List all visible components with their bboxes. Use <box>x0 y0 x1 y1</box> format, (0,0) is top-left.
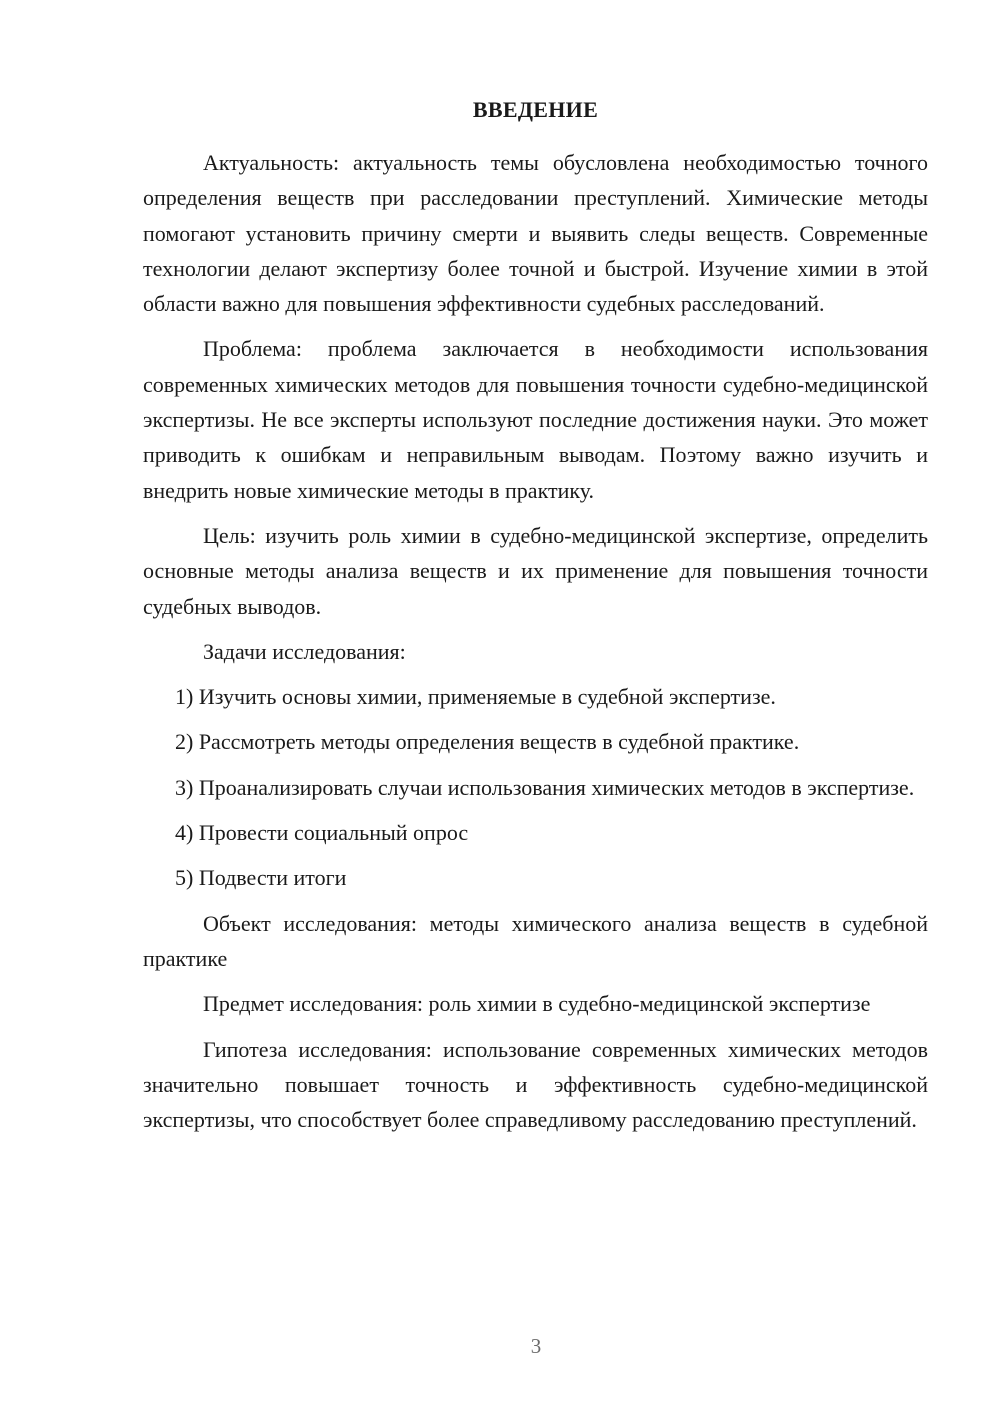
section-title: ВВЕДЕНИЕ <box>472 97 599 122</box>
task-item-1: 1) Изучить основы химии, применяемые в судебной экспертизе. <box>175 684 776 710</box>
page-number: 3 <box>530 1334 542 1358</box>
paragraph-goal: Цель: изучить роль химии в судебно-медицинской экспертизе, определить основные методы анализа веществ и их применение для повышения точности судебных выводов. <box>143 522 928 619</box>
paragraph-relevance: Актуальность: актуальность темы обусловлена необходимостью точного определения веществ при расследовании преступлений. Химические методы помогают установить причину смерти и выявить следы веществ. Современные технологии делают экспертизу более точной и быстрой. Изучение химии в этой области важно для повышения эффективности судебных расследований. <box>143 150 928 317</box>
paragraph-subject: Предмет исследования: роль химии в судебно-медицинской экспертизе <box>203 991 871 1017</box>
paragraph-hypothesis: Гипотеза исследования: использование современных химических методов значительно повышает точность и эффективность судебно-медицинской экспертизы, что способствует более справедливому расследованию преступлений. <box>143 1036 928 1133</box>
task-item-2: 2) Рассмотреть методы определения веществ в судебной практике. <box>175 729 800 755</box>
document-page <box>143 95 928 1147</box>
paragraph-problem: Проблема: проблема заключается в необходимости использования современных химических методов для повышения точности судебно-медицинской экспертизы. Не все эксперты используют последние достижения науки. Это может приводить к ошибкам и неправильным выводам. Поэтому важно изучить и внедрить новые химические методы в практику. <box>143 336 928 503</box>
task-item-5: 5) Подвести итоги <box>175 865 347 891</box>
task-item-4: 4) Провести социальный опрос <box>175 820 469 846</box>
tasks-heading: Задачи исследования: <box>203 638 406 664</box>
task-item-3: 3) Проанализировать случаи использования химических методов в экспертизе. <box>175 774 915 800</box>
paragraph-object: Объект исследования: методы химического анализа веществ в судебной практике <box>143 910 928 971</box>
